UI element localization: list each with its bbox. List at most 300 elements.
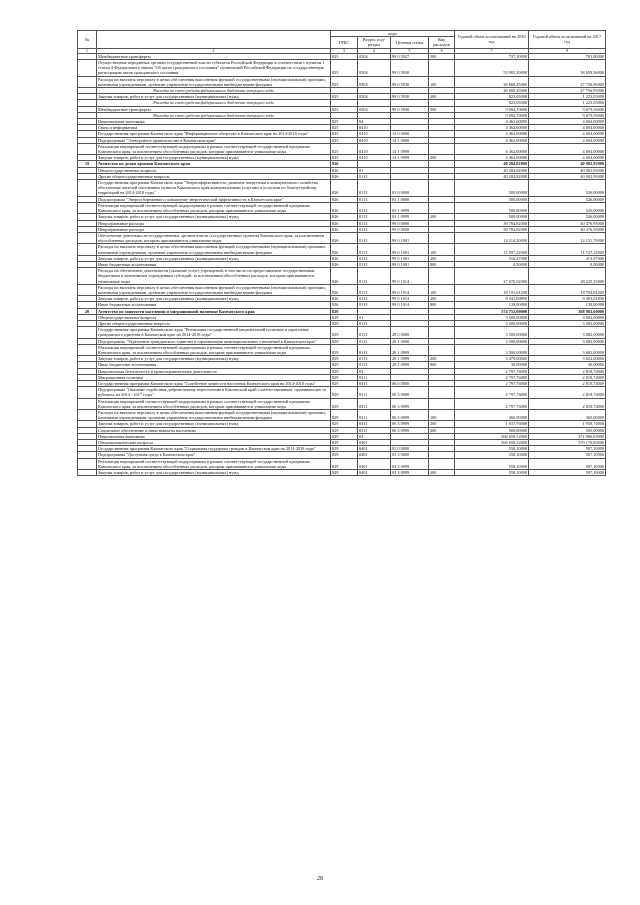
table-cell: 829 <box>331 440 358 446</box>
table-cell: 28 0 0000 <box>391 327 429 338</box>
table-cell: Закупка товаров, работ и услуг для государственных (муниципальных) нужд <box>97 296 331 302</box>
table-cell <box>429 327 455 338</box>
table-cell: 829 <box>331 338 358 344</box>
table-cell: 14 1 0999 <box>391 143 429 154</box>
table-cell: 371 986,83000 <box>529 433 606 439</box>
table-cell: 28 1 0999 <box>391 362 429 368</box>
table-cell: 826 <box>331 255 358 261</box>
table-cell: 3 470,00000 <box>455 356 529 362</box>
table-cell: 829 <box>331 433 358 439</box>
column-number-row: 1 2 3 4 5 6 7 8 <box>78 48 606 53</box>
table-cell: 200 <box>429 296 455 302</box>
table-cell <box>78 344 97 355</box>
table-cell: Государственная программа Камчатского края "Реализация государственной национальной политики и укрепление гражданского единства в Камчатском крае на 2014-2018 годы" <box>97 327 331 338</box>
table-cell: 26 669,45000 <box>455 76 529 87</box>
table-cell: 4 694,00000 <box>529 143 606 154</box>
table-cell: Закупка товаров, работ и услуг для государственных (муниципальных) нужд <box>97 214 331 220</box>
table-row <box>78 387 606 398</box>
table-cell: 829 <box>331 387 358 398</box>
table-cell: 14 1 0999 <box>391 155 429 161</box>
table-cell: 0113 <box>358 320 391 326</box>
table-cell: 99 0 0000 <box>391 220 429 226</box>
header-grbs: ГРБС <box>331 37 358 48</box>
table-cell: 4 694,00000 <box>529 131 606 137</box>
table-cell: 829 <box>331 427 358 433</box>
table-cell: 3 682,00000 <box>529 327 606 338</box>
header-razdel: Раздел, под-раздел <box>358 37 391 48</box>
table-cell: 0113 <box>358 173 391 179</box>
table-row <box>78 458 606 469</box>
table-cell: 558,10000 <box>455 458 529 469</box>
table-cell: Агентство по занятости населения и миграционной политике Камчатского края <box>97 308 331 314</box>
table-cell: 829 <box>331 374 358 380</box>
table-cell: 06 3 0999 <box>391 398 429 409</box>
table-cell: 0401 <box>358 470 391 476</box>
table-cell: 0304 <box>358 106 391 112</box>
table-cell: 826 <box>331 173 358 179</box>
table-cell: 2 797,76000 <box>455 380 529 386</box>
table-cell: Подпрограмма "Энергосбережение и повышение энергетической эффективности в Камчатском крае" <box>97 196 331 202</box>
table-cell: 03 1 0000 <box>391 196 429 202</box>
table-cell: 30,00000 <box>529 362 606 368</box>
table-cell: 0311 <box>358 427 391 433</box>
table-cell: 1 958,74000 <box>529 421 606 427</box>
table-cell: 4 462,00000 <box>455 131 529 137</box>
table-cell: 3 682,00000 <box>529 338 606 344</box>
table-cell <box>78 232 97 243</box>
table-cell: 0311 <box>358 410 391 421</box>
table-cell: 40 376,93000 <box>529 226 606 232</box>
table-cell: 20 <box>78 308 97 314</box>
table-cell: 826 <box>331 268 358 285</box>
table-cell: 558,10000 <box>455 470 529 476</box>
table-cell: 06 3 0999 <box>391 410 429 421</box>
table-cell: Иные бюджетные ассигнования <box>97 261 331 267</box>
table-cell: 0311 <box>358 374 391 380</box>
header-codes: коды <box>331 31 455 37</box>
table-row <box>78 180 606 197</box>
table-cell: 500,00000 <box>455 202 529 213</box>
table-cell <box>78 470 97 476</box>
table-cell: Подпрограмма "Укрепление гражданского единства и гармонизация межнациональных отношений в Камчатском крае" <box>97 338 331 344</box>
table-cell: 27 670,62000 <box>455 268 529 285</box>
table-cell: 0410 <box>358 137 391 143</box>
table-cell: 200 <box>429 470 455 476</box>
table-cell: 781,80000 <box>529 53 606 59</box>
table-cell: 01 <box>358 167 391 173</box>
table-cell: 0113 <box>358 268 391 285</box>
table-cell: 30,00000 <box>455 362 529 368</box>
table-cell: Государственная программа Камчатского края "Информационное общество в Камчатском крае на 2014-2018 годы" <box>97 131 331 137</box>
table-cell <box>429 143 455 154</box>
table-cell: Межбюджетные трансферты <box>97 106 331 112</box>
table-cell: 0113 <box>358 344 391 355</box>
table-cell: 9 092,70000 <box>455 106 529 112</box>
table-cell: 826 <box>331 226 358 232</box>
table-cell: 11 737,22000 <box>529 244 606 255</box>
table-cell: 4 462,00000 <box>455 125 529 131</box>
table-row <box>78 244 606 255</box>
table-cell: 500,00000 <box>455 214 529 220</box>
table-cell <box>429 180 455 197</box>
table-cell: 40 902,93000 <box>529 173 606 179</box>
table-cell: 566 658,52000 <box>455 433 529 439</box>
table-cell: 99 0 1001 <box>391 244 429 255</box>
table-cell: 200 <box>429 214 455 220</box>
table-cell: 829 <box>331 320 358 326</box>
table-cell: 99 0 5930 <box>391 76 429 87</box>
table-cell: 3 500,00000 <box>455 314 529 320</box>
table-cell: Общеэкономические вопросы <box>97 440 331 446</box>
table-cell: 825 <box>331 53 358 59</box>
header-2016: Годовой объем ассигнований на 2016 год <box>455 31 529 49</box>
budget-table <box>77 30 606 476</box>
table-cell: Миграционная политика <box>97 374 331 380</box>
table-cell: 9 383,01890 <box>529 296 606 302</box>
table-cell: 500,00000 <box>455 196 529 202</box>
table-cell: 0113 <box>358 180 391 197</box>
header-vr: Вид расходов <box>429 37 455 48</box>
table-cell: 26 669,45000 <box>455 88 529 94</box>
table-cell: 03 0 0000 <box>391 180 429 197</box>
table-cell: 40 902,93000 <box>529 167 606 173</box>
table-cell: 0113 <box>358 255 391 261</box>
table-cell: 370 176,83000 <box>529 440 606 446</box>
table-cell: Расходы за счет средств федерального бюджета текущего года <box>97 88 331 94</box>
table-cell: 03 1 0999 <box>391 202 429 213</box>
table-cell: 825 <box>331 125 358 131</box>
table-cell: 40 902,93000 <box>529 161 606 167</box>
header-2017: Годовой объем ассигнований на 2017 год <box>529 31 606 49</box>
table-cell <box>78 410 97 421</box>
table-cell <box>429 398 455 409</box>
table-cell: 823,05000 <box>455 100 529 106</box>
table-row <box>78 327 606 338</box>
table-cell: 4 462,00000 <box>455 143 529 154</box>
table-cell: 829 <box>331 458 358 469</box>
table-cell: 99 0 1001 <box>391 261 429 267</box>
table-cell: 200 <box>429 155 455 161</box>
table-cell <box>78 143 97 154</box>
table-cell: 826 <box>331 161 358 167</box>
table-cell: 823,05000 <box>455 94 529 100</box>
table-cell: 413,97000 <box>529 255 606 261</box>
table-cell: 0113 <box>358 362 391 368</box>
table-cell: Общегосударственные вопросы <box>97 314 331 320</box>
table-cell: 0,50000 <box>529 261 606 267</box>
table-cell: Иные бюджетные ассигнования <box>97 302 331 308</box>
table-cell: Общегосударственные вопросы <box>97 167 331 173</box>
table-cell: 03 3 0999 <box>391 470 429 476</box>
table-cell: 360,00000 <box>529 410 606 421</box>
table-cell: 99 0 5930 <box>391 106 429 112</box>
table-cell: 829 <box>331 344 358 355</box>
table-cell: 0410 <box>358 143 391 154</box>
table-cell: 4 694,00000 <box>529 125 606 131</box>
table-cell: 516,47000 <box>455 255 529 261</box>
table-cell: 500,00000 <box>455 427 529 433</box>
table-cell: 03 3 0000 <box>391 452 429 458</box>
table-cell: 825 <box>331 155 358 161</box>
table-cell: 826 <box>331 214 358 220</box>
table-cell <box>78 284 97 295</box>
table-cell: 829 <box>331 470 358 476</box>
table-cell: 138,00000 <box>455 302 529 308</box>
table-cell: 4 462,00000 <box>455 155 529 161</box>
table-cell: 0401 <box>358 452 391 458</box>
table-cell: Государственная программа Камчатского края "Социальная поддержка граждан в Камчатском крае на 2014-2018 годы" <box>97 446 331 452</box>
table-cell: Связь и информатика <box>97 125 331 131</box>
table-cell: 500 <box>429 53 455 59</box>
table-cell: 06 3 0000 <box>391 387 429 398</box>
table-cell: 9 679,56000 <box>529 106 606 112</box>
table-cell: 0311 <box>358 421 391 427</box>
table-cell: 0304 <box>358 53 391 59</box>
table-cell: 0113 <box>358 214 391 220</box>
table-cell: 825 <box>331 60 358 77</box>
table-cell: 38 659,56000 <box>529 60 606 77</box>
table-cell: 2 797,76000 <box>455 387 529 398</box>
table-cell <box>429 387 455 398</box>
table-cell: 368 983,60000 <box>529 308 606 314</box>
table-cell: 3 682,00000 <box>529 344 606 355</box>
table-cell: 28 1 0999 <box>391 356 429 362</box>
table-cell: 0304 <box>358 76 391 87</box>
table-cell: 826 <box>331 167 358 173</box>
table-cell: 03 3 0999 <box>391 458 429 469</box>
table-cell: Закупка товаров, работ и услуг для государственных (муниципальных) нужд <box>97 255 331 261</box>
table-cell: 0410 <box>358 131 391 137</box>
table-cell: 3 682,00000 <box>529 320 606 326</box>
table-cell <box>429 268 455 285</box>
table-cell: Реализация мероприятий соответствующей подпрограммы в рамках соответствующей государственной программы Камчатского края, за исключением обособленных расходов, которым присваиваются уникальные коды <box>97 143 331 154</box>
table-row <box>78 143 606 154</box>
table-cell: Расходы за счет средств федерального бюджета текущего года <box>97 100 331 106</box>
table-cell: 2 818,74000 <box>529 368 606 374</box>
table-cell: 0401 <box>358 440 391 446</box>
table-cell: 0113 <box>358 196 391 202</box>
table-cell: 3 500,00000 <box>455 327 529 338</box>
table-cell: 9 679,56000 <box>529 112 606 118</box>
table-cell: 829 <box>331 314 358 320</box>
table-row <box>78 284 606 295</box>
table-cell: 829 <box>331 452 358 458</box>
table-cell: Закупка товаров, работ и услуг для государственных (муниципальных) нужд <box>97 94 331 100</box>
table-row <box>78 76 606 87</box>
table-cell: 3 682,00000 <box>529 314 606 320</box>
table-cell: Расходы на выплаты персоналу в целях обеспечения выполнения функций государственными (муниципальными) органами, казенными учреждениями, органами управления государственными внебюджетными фондами <box>97 284 331 295</box>
table-cell: 1 223,05000 <box>529 94 606 100</box>
table-cell: 99 0 5930 <box>391 94 429 100</box>
table-cell: 0113 <box>358 220 391 226</box>
table-cell: 19 <box>78 161 97 167</box>
table-cell: 526,00000 <box>529 214 606 220</box>
table-cell: 566 658,52000 <box>455 440 529 446</box>
table-cell: 99 0 5927 <box>391 53 429 59</box>
table-cell: 9 341,00890 <box>455 296 529 302</box>
table-cell: 587,10000 <box>529 446 606 452</box>
table-cell: 3 500,00000 <box>455 338 529 344</box>
table-cell: 526,00000 <box>529 196 606 202</box>
table-cell: 0311 <box>358 380 391 386</box>
table-cell: 800 <box>429 362 455 368</box>
table-row <box>78 60 606 77</box>
table-cell: 0113 <box>358 226 391 232</box>
table-cell: 825 <box>331 106 358 112</box>
table-cell: Расходы на выплаты персоналу в целях обеспечения выполнения функций государственными (муниципальными) органами, казенными учреждениями, органами управления государственными внебюджетными фондами <box>97 410 331 421</box>
table-cell: 500,00000 <box>455 180 529 197</box>
table-cell: Реализация мероприятий соответствующей подпрограммы в рамках соответствующей государственной программы Камчатского края, за исключением обособленных расходов, которым присваиваются уникальные коды <box>97 202 331 213</box>
header-target: Целевая статья <box>391 37 429 48</box>
table-cell: 0304 <box>358 94 391 100</box>
table-cell <box>78 398 97 409</box>
table-cell: Осуществление переданных органам государственной власти субъектов Российской Федерации в соответствии с пунктом 1 статьи 4 Федерального закона "Об актах гражданского состояния" полномочий Российской Федерации на государственную регистрацию актов гражданского состояния <box>97 60 331 77</box>
table-cell: 829 <box>331 398 358 409</box>
table-cell: 4 694,00000 <box>529 155 606 161</box>
table-cell: 12 114,20000 <box>455 232 529 243</box>
table-cell: Другие общегосударственные вопросы <box>97 173 331 179</box>
table-cell: 53 985,20000 <box>455 60 529 77</box>
table-cell: 04 <box>358 433 391 439</box>
table-cell: Закупка товаров, работ и услуг для государственных (муниципальных) нужд <box>97 155 331 161</box>
table-cell: 01 <box>358 314 391 320</box>
table-cell: 826 <box>331 202 358 213</box>
table-cell: 0113 <box>358 296 391 302</box>
table-cell: Реализация мероприятий соответствующей подпрограммы в рамках соответствующей государственной программы Камчатского края, за исключением обособленных расходов, которым присваиваются уникальные коды <box>97 458 331 469</box>
table-cell: 2 797,76000 <box>455 368 529 374</box>
table-cell: 800 <box>429 261 455 267</box>
table-cell: 0311 <box>358 398 391 409</box>
table-cell: 826 <box>331 220 358 226</box>
table-cell: 826 <box>331 296 358 302</box>
table-cell: 500 <box>429 106 455 112</box>
table-cell: 28 1 0000 <box>391 338 429 344</box>
table-cell: Подпрограмма "Электронное правительство в Камчатском крае" <box>97 137 331 143</box>
table-cell: Закупка товаров, работ и услуг для государственных (муниципальных) нужд <box>97 356 331 362</box>
table-cell: 99 0 1014 <box>391 284 429 295</box>
table-cell: 03 1 0999 <box>391 214 429 220</box>
table-cell: 825 <box>331 143 358 154</box>
table-cell: 829 <box>331 446 358 452</box>
table-row <box>78 470 606 476</box>
table-cell: 1 223,05000 <box>529 100 606 106</box>
table-cell: 14 0 0000 <box>391 131 429 137</box>
table-cell: Национальная экономика <box>97 433 331 439</box>
table-cell: 526,00000 <box>529 202 606 213</box>
table-cell: 4 694,00000 <box>529 119 606 125</box>
table-cell: 826 <box>331 196 358 202</box>
table-cell: 0,50000 <box>455 261 529 267</box>
table-cell <box>78 202 97 213</box>
table-cell: 0304 <box>358 60 391 77</box>
table-cell: 18 191,61200 <box>455 284 529 295</box>
page-number: 28 <box>317 876 323 882</box>
table-cell: Реализация мероприятий соответствующей подпрограммы в рамках соответствующей государственной программы Камчатского края, за исключением обособленных расходов, которым присваиваются уникальные коды <box>97 398 331 409</box>
table-cell: 826 <box>331 284 358 295</box>
table-cell: 03 <box>358 368 391 374</box>
table-cell: 829 <box>331 368 358 374</box>
table-cell <box>78 244 97 255</box>
table-cell: 587,10000 <box>529 470 606 476</box>
table-cell: 100 <box>429 410 455 421</box>
table-cell: 0410 <box>358 125 391 131</box>
table-cell: 0401 <box>358 446 391 452</box>
table-cell: 826 <box>331 180 358 197</box>
table-cell: 100 <box>429 284 455 295</box>
table-cell: 0113 <box>358 338 391 344</box>
table-row <box>78 398 606 409</box>
table-cell: Непрограммные расходы <box>97 220 331 226</box>
table-cell: 3 652,00000 <box>529 356 606 362</box>
table-cell: Социальное обеспечение и иные выплаты населению <box>97 427 331 433</box>
table-cell: 0401 <box>358 458 391 469</box>
table-cell: 28 225,23000 <box>529 268 606 285</box>
table-cell: 829 <box>331 356 358 362</box>
table-cell: 558,10000 <box>455 446 529 452</box>
table-cell: 500,00000 <box>529 427 606 433</box>
table-cell: 829 <box>331 380 358 386</box>
table-cell: 9 092,70000 <box>455 112 529 118</box>
table-cell <box>78 60 97 77</box>
table-cell: 2 818,74000 <box>529 374 606 380</box>
table-cell <box>78 268 97 285</box>
table-cell: 300 <box>429 427 455 433</box>
table-cell: 2 797,76000 <box>455 374 529 380</box>
table-cell: 0113 <box>358 327 391 338</box>
table-cell: 800 <box>429 302 455 308</box>
table-cell <box>78 458 97 469</box>
table-cell: 574 752,00000 <box>455 308 529 314</box>
budget-table-sheet <box>77 30 605 476</box>
table-cell: 27 756,95000 <box>529 76 606 87</box>
table-cell: 12 151,70000 <box>529 232 606 243</box>
table-cell <box>429 60 455 77</box>
table-cell: 99 0 0000 <box>391 226 429 232</box>
table-cell: Расходы на выплаты персоналу в целях обеспечения выполнения функций государственными (муниципальными) органами, казенными учреждениями, органами управления государственными внебюджетными фондами <box>97 76 331 87</box>
table-cell <box>429 344 455 355</box>
table-cell: Национальная экономика <box>97 119 331 125</box>
table-cell: 2 818,74000 <box>529 387 606 398</box>
table-cell: 825 <box>331 137 358 143</box>
table-cell: 0311 <box>358 387 391 398</box>
table-cell: 40 284,82000 <box>455 161 529 167</box>
table-cell: Непрограммные расходы <box>97 226 331 232</box>
table-cell: Межбюджетные трансферты <box>97 53 331 59</box>
table-cell: Иные бюджетные ассигнования <box>97 362 331 368</box>
header-num: № <box>78 31 97 49</box>
table-cell: 829 <box>331 410 358 421</box>
table-cell: 200 <box>429 421 455 427</box>
table-cell: 99 0 1001 <box>391 255 429 261</box>
table-cell: 04 <box>358 119 391 125</box>
table-cell: 3 500,00000 <box>455 344 529 355</box>
table-cell: 4 462,00000 <box>455 137 529 143</box>
table-cell: Государственная программа Камчатского края "Энергоэффективность, развитие энергетики и коммунального хозяйства, обеспечение жителей населенных пунктов Камчатского края коммунальными услугами и услугами по благоустройству территорий на 2014-2018 годы" <box>97 180 331 197</box>
table-cell: 200 <box>429 356 455 362</box>
table-cell: 06 3 0999 <box>391 427 429 433</box>
table-cell: 0410 <box>358 155 391 161</box>
table-cell: Другие общегосударственные вопросы <box>97 320 331 326</box>
table-row <box>78 232 606 243</box>
table-row <box>78 202 606 213</box>
table-cell: 0113 <box>358 284 391 295</box>
table-cell <box>429 202 455 213</box>
table-cell: 825 <box>331 131 358 137</box>
table-cell: 4 694,00000 <box>529 137 606 143</box>
table-cell: 825 <box>331 119 358 125</box>
table-cell <box>78 387 97 398</box>
table-cell <box>78 180 97 197</box>
